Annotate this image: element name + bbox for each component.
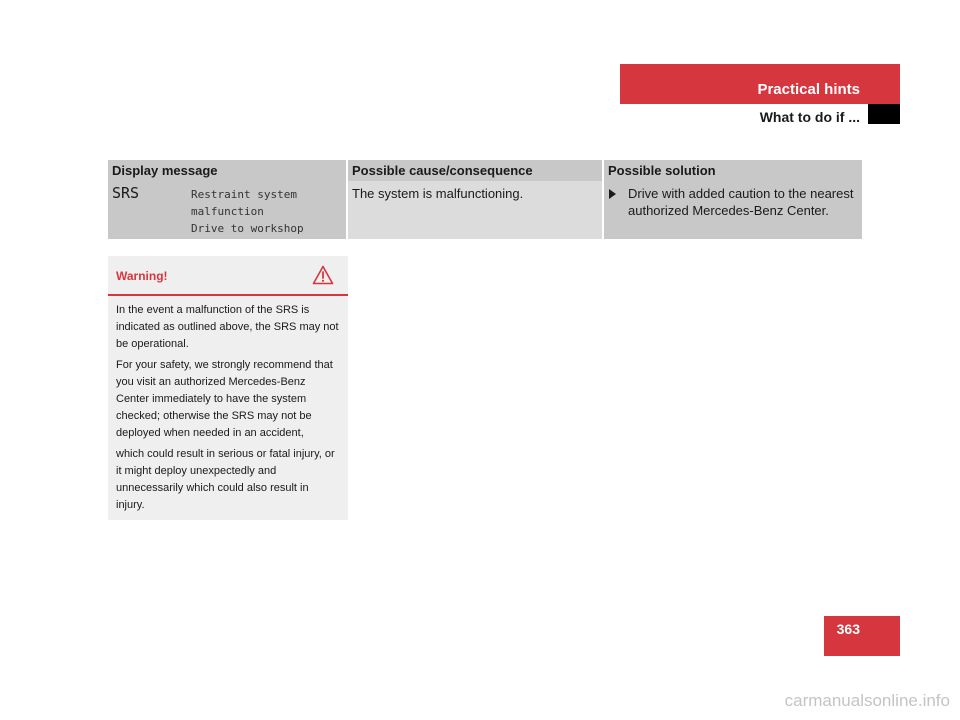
display-message-table <box>108 160 862 239</box>
warning-paragraph: In the event a malfunction of the SRS is indicated as outlined above, the SRS may not be operational. <box>116 304 339 350</box>
display-message-cell <box>108 181 348 239</box>
warning-triangle-icon <box>312 265 334 285</box>
solution-cell <box>604 181 862 239</box>
header-display-message: Display message <box>108 160 348 181</box>
header-marker <box>868 104 900 124</box>
display-message-text <box>191 186 304 237</box>
warning-box <box>108 256 348 520</box>
header-possible-solution: Possible solution <box>608 163 716 178</box>
warning-body <box>108 296 348 514</box>
warning-title: Warning! <box>116 269 168 283</box>
section-title: Practical hints <box>757 81 860 98</box>
header-possible-cause: Possible cause/consequence <box>348 160 604 181</box>
message-line: Restraint system <box>191 188 297 201</box>
warning-paragraph: which could result in serious or fatal injury, or it might deploy unexpectedly and unnecessarily which could also result in injury. <box>116 448 335 511</box>
cause-cell: The system is malfunctioning. <box>348 181 604 239</box>
message-line: Drive to workshop <box>191 222 304 235</box>
solution-text: Drive with added caution to the nearest authorized Mercedes-Benz Center. <box>628 186 854 218</box>
message-line: malfunction <box>191 205 264 218</box>
display-code: SRS <box>112 184 140 202</box>
watermark: carmanualsonline.info <box>784 691 950 710</box>
table-row <box>108 181 862 239</box>
warning-header <box>108 256 348 296</box>
table-header-row <box>108 160 862 181</box>
warning-paragraph: For your safety, we strongly recommend that you visit an authorized Mercedes-Benz Center immediately to have the system checked; otherwise the SRS may not be deployed when needed in an accident, <box>116 359 333 439</box>
bullet-arrow-icon <box>609 189 616 199</box>
page-number: 363 <box>836 621 860 637</box>
subsection-title: What to do if ... <box>759 109 860 125</box>
